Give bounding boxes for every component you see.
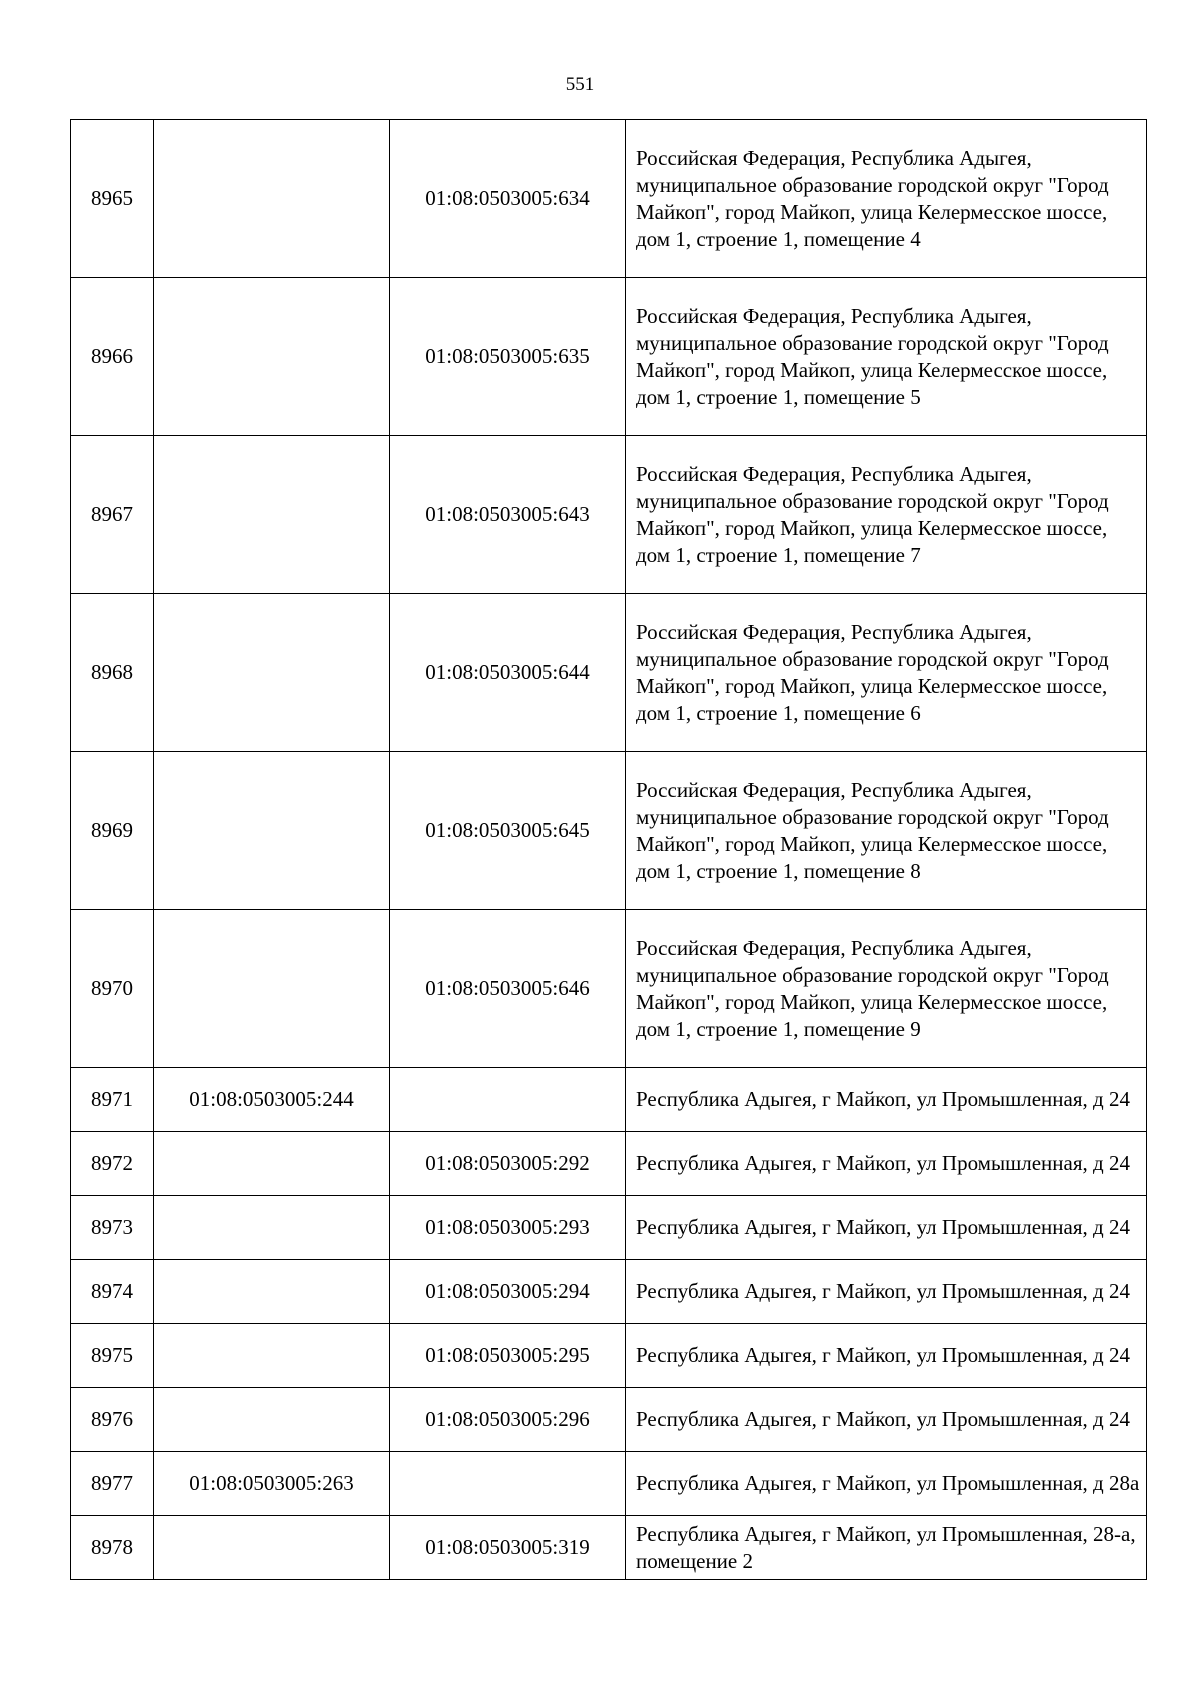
object-cadastral-number: 01:08:0503005:646 bbox=[390, 910, 626, 1068]
object-cadastral-number: 01:08:0503005:634 bbox=[390, 120, 626, 278]
row-number: 8972 bbox=[71, 1132, 154, 1196]
object-cadastral-number: 01:08:0503005:645 bbox=[390, 752, 626, 910]
address: Российская Федерация, Республика Адыгея, муниципальное образование городской округ "Город Майкоп", город Майкоп, улица Келермесское шоссе, дом 1, строение 1, помещение 9 bbox=[626, 910, 1147, 1068]
table-row bbox=[71, 1132, 1147, 1196]
land-cadastral-number bbox=[154, 1388, 390, 1452]
object-cadastral-number bbox=[390, 1068, 626, 1132]
land-cadastral-number bbox=[154, 1196, 390, 1260]
table-row bbox=[71, 1516, 1147, 1580]
table-row bbox=[71, 594, 1147, 752]
table-row bbox=[71, 1452, 1147, 1516]
land-cadastral-number bbox=[154, 752, 390, 910]
address: Российская Федерация, Республика Адыгея, муниципальное образование городской округ "Город Майкоп", город Майкоп, улица Келермесское шоссе, дом 1, строение 1, помещение 6 bbox=[626, 594, 1147, 752]
land-cadastral-number bbox=[154, 1132, 390, 1196]
land-cadastral-number: 01:08:0503005:263 bbox=[154, 1452, 390, 1516]
object-cadastral-number: 01:08:0503005:296 bbox=[390, 1388, 626, 1452]
address: Республика Адыгея, г Майкоп, ул Промышленная, д 24 bbox=[626, 1068, 1147, 1132]
address: Республика Адыгея, г Майкоп, ул Промышленная, д 24 bbox=[626, 1260, 1147, 1324]
object-cadastral-number: 01:08:0503005:319 bbox=[390, 1516, 626, 1580]
land-cadastral-number bbox=[154, 910, 390, 1068]
land-cadastral-number bbox=[154, 1260, 390, 1324]
object-cadastral-number: 01:08:0503005:294 bbox=[390, 1260, 626, 1324]
page-number: 551 bbox=[565, 74, 595, 95]
row-number: 8970 bbox=[71, 910, 154, 1068]
address: Российская Федерация, Республика Адыгея, муниципальное образование городской округ "Город Майкоп", город Майкоп, улица Келермесское шоссе, дом 1, строение 1, помещение 7 bbox=[626, 436, 1147, 594]
land-cadastral-number: 01:08:0503005:244 bbox=[154, 1068, 390, 1132]
land-cadastral-number bbox=[154, 436, 390, 594]
address: Российская Федерация, Республика Адыгея, муниципальное образование городской округ "Город Майкоп", город Майкоп, улица Келермесское шоссе, дом 1, строение 1, помещение 4 bbox=[626, 120, 1147, 278]
row-number: 8965 bbox=[71, 120, 154, 278]
object-cadastral-number: 01:08:0503005:635 bbox=[390, 278, 626, 436]
row-number: 8969 bbox=[71, 752, 154, 910]
address: Республика Адыгея, г Майкоп, ул Промышленная, д 24 bbox=[626, 1132, 1147, 1196]
table-row bbox=[71, 278, 1147, 436]
address: Республика Адыгея, г Майкоп, ул Промышленная, д 24 bbox=[626, 1196, 1147, 1260]
address: Республика Адыгея, г Майкоп, ул Промышленная, д 24 bbox=[626, 1388, 1147, 1452]
row-number: 8975 bbox=[71, 1324, 154, 1388]
table-row bbox=[71, 1196, 1147, 1260]
table-row bbox=[71, 752, 1147, 910]
address: Республика Адыгея, г Майкоп, ул Промышленная, д 28а bbox=[626, 1452, 1147, 1516]
table-row bbox=[71, 436, 1147, 594]
row-number: 8973 bbox=[71, 1196, 154, 1260]
table-row bbox=[71, 1260, 1147, 1324]
table-row bbox=[71, 910, 1147, 1068]
land-cadastral-number bbox=[154, 1516, 390, 1580]
object-cadastral-number: 01:08:0503005:644 bbox=[390, 594, 626, 752]
address: Российская Федерация, Республика Адыгея, муниципальное образование городской округ "Город Майкоп", город Майкоп, улица Келермесское шоссе, дом 1, строение 1, помещение 8 bbox=[626, 752, 1147, 910]
registry-table bbox=[70, 119, 1147, 1580]
row-number: 8971 bbox=[71, 1068, 154, 1132]
land-cadastral-number bbox=[154, 1324, 390, 1388]
table-row bbox=[71, 120, 1147, 278]
row-number: 8968 bbox=[71, 594, 154, 752]
row-number: 8976 bbox=[71, 1388, 154, 1452]
address: Республика Адыгея, г Майкоп, ул Промышленная, д 24 bbox=[626, 1324, 1147, 1388]
row-number: 8977 bbox=[71, 1452, 154, 1516]
object-cadastral-number: 01:08:0503005:295 bbox=[390, 1324, 626, 1388]
row-number: 8966 bbox=[71, 278, 154, 436]
land-cadastral-number bbox=[154, 120, 390, 278]
object-cadastral-number bbox=[390, 1452, 626, 1516]
object-cadastral-number: 01:08:0503005:293 bbox=[390, 1196, 626, 1260]
address: Республика Адыгея, г Майкоп, ул Промышленная, 28-а, помещение 2 bbox=[626, 1516, 1147, 1580]
object-cadastral-number: 01:08:0503005:292 bbox=[390, 1132, 626, 1196]
row-number: 8974 bbox=[71, 1260, 154, 1324]
row-number: 8978 bbox=[71, 1516, 154, 1580]
land-cadastral-number bbox=[154, 594, 390, 752]
table-row bbox=[71, 1388, 1147, 1452]
row-number: 8967 bbox=[71, 436, 154, 594]
table-row bbox=[71, 1324, 1147, 1388]
table-row bbox=[71, 1068, 1147, 1132]
land-cadastral-number bbox=[154, 278, 390, 436]
object-cadastral-number: 01:08:0503005:643 bbox=[390, 436, 626, 594]
address: Российская Федерация, Республика Адыгея, муниципальное образование городской округ "Город Майкоп", город Майкоп, улица Келермесское шоссе, дом 1, строение 1, помещение 5 bbox=[626, 278, 1147, 436]
